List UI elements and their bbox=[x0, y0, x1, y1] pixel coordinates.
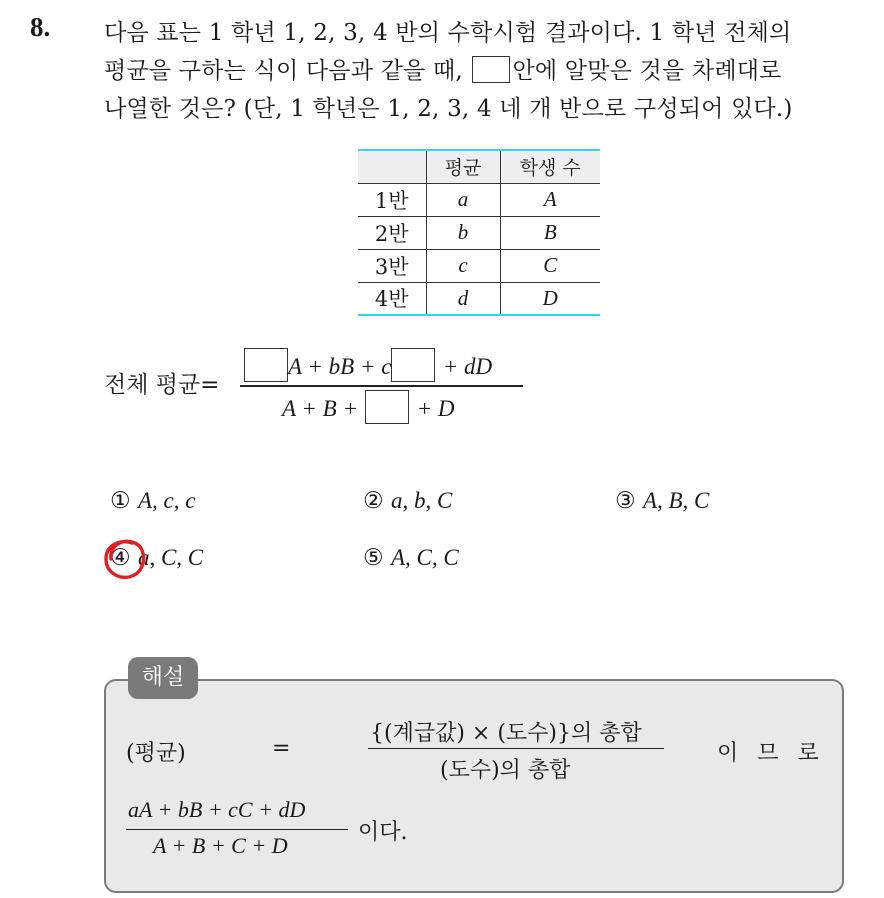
table-cell-average: a bbox=[426, 183, 500, 216]
solution-tab: 해설 bbox=[128, 657, 198, 699]
choice-3[interactable] bbox=[615, 488, 709, 514]
choice-1[interactable] bbox=[110, 488, 195, 514]
solution-box bbox=[104, 679, 844, 893]
solution-result-denominator: A + B + C + D bbox=[153, 833, 288, 858]
choice-text: A, c, c bbox=[137, 488, 196, 513]
solution-result-bar bbox=[126, 829, 348, 830]
solution-fraction-bar bbox=[368, 748, 664, 749]
table-cell-count: D bbox=[500, 282, 600, 315]
solution-fraction-numerator: {(계급값) × (도수)}의 총합 bbox=[370, 721, 642, 746]
table-cell-count: B bbox=[500, 216, 600, 249]
table-header-cell bbox=[358, 150, 426, 183]
fraction-bar bbox=[240, 385, 523, 387]
choice-2[interactable] bbox=[363, 488, 452, 514]
table-cell-class: 1반 bbox=[358, 183, 426, 216]
formula-numerator-part2: + dD bbox=[442, 354, 493, 379]
formula-numerator-part1: A + bB + c bbox=[288, 354, 392, 379]
table-cell-class: 2반 bbox=[358, 216, 426, 249]
choice-text: A, C, C bbox=[390, 545, 459, 570]
choice-mark: ④ bbox=[110, 545, 131, 571]
question-text-line2 bbox=[104, 52, 782, 85]
choice-mark: ① bbox=[110, 488, 131, 514]
solution-lhs: (평균) bbox=[126, 741, 186, 766]
table-row bbox=[358, 249, 600, 282]
question-text-line3: 나열한 것은? (단, 1 학년은 1, 2, 3, 4 네 개 반으로 구성되어 있다.) bbox=[104, 96, 793, 122]
choice-mark: ⑤ bbox=[363, 545, 384, 571]
table-header-student-count: 학생 수 bbox=[500, 150, 600, 183]
table-cell-average: b bbox=[426, 216, 500, 249]
blank-box-icon bbox=[391, 348, 435, 382]
table-cell-average: c bbox=[426, 249, 500, 282]
table-header-average: 평균 bbox=[426, 150, 500, 183]
table-row bbox=[358, 183, 600, 216]
formula-denominator-part2: + D bbox=[416, 396, 455, 421]
formula-numerator bbox=[244, 348, 492, 382]
choice-mark: ② bbox=[363, 488, 384, 514]
answer-circle-stroke bbox=[106, 541, 143, 577]
table-row bbox=[358, 216, 600, 249]
answer-circle-icon bbox=[102, 537, 148, 581]
question-line2-before: 평균을 구하는 식이 다음과 같을 때, bbox=[104, 58, 463, 84]
formula-label: 전체 평균= bbox=[104, 372, 220, 398]
question-number: 8. bbox=[30, 12, 51, 42]
table-cell-count: A bbox=[500, 183, 600, 216]
choice-mark: ③ bbox=[615, 488, 636, 514]
table-cell-count: C bbox=[500, 249, 600, 282]
choice-text: A, B, C bbox=[642, 488, 710, 513]
table-cell-class: 3반 bbox=[358, 249, 426, 282]
solution-tail: 이 므 로 bbox=[717, 741, 825, 766]
table-cell-class: 4반 bbox=[358, 282, 426, 315]
score-table bbox=[358, 149, 600, 316]
blank-box-icon bbox=[244, 348, 288, 382]
solution-result-numerator: aA + bB + cC + dD bbox=[128, 797, 306, 822]
formula-denominator bbox=[282, 390, 455, 424]
question-line2-after: 안에 알맞은 것을 차례대로 bbox=[512, 58, 782, 84]
table-row bbox=[358, 282, 600, 315]
solution-result-tail: 이다. bbox=[358, 820, 408, 845]
choice-text: a, C, C bbox=[137, 545, 204, 570]
solution-fraction-denominator: (도수)의 총합 bbox=[440, 758, 571, 783]
blank-box-icon bbox=[365, 390, 409, 424]
formula-denominator-part1: A + B + bbox=[282, 396, 358, 421]
choice-text: a, b, C bbox=[390, 488, 453, 513]
table-header-row bbox=[358, 150, 600, 183]
table-cell-average: d bbox=[426, 282, 500, 315]
question-text-line1: 다음 표는 1 학년 1, 2, 3, 4 반의 수학시험 결과이다. 1 학년 전체의 bbox=[104, 20, 792, 46]
blank-box-icon bbox=[472, 56, 510, 83]
choice-5[interactable] bbox=[363, 545, 459, 571]
solution-equals: = bbox=[272, 736, 291, 761]
